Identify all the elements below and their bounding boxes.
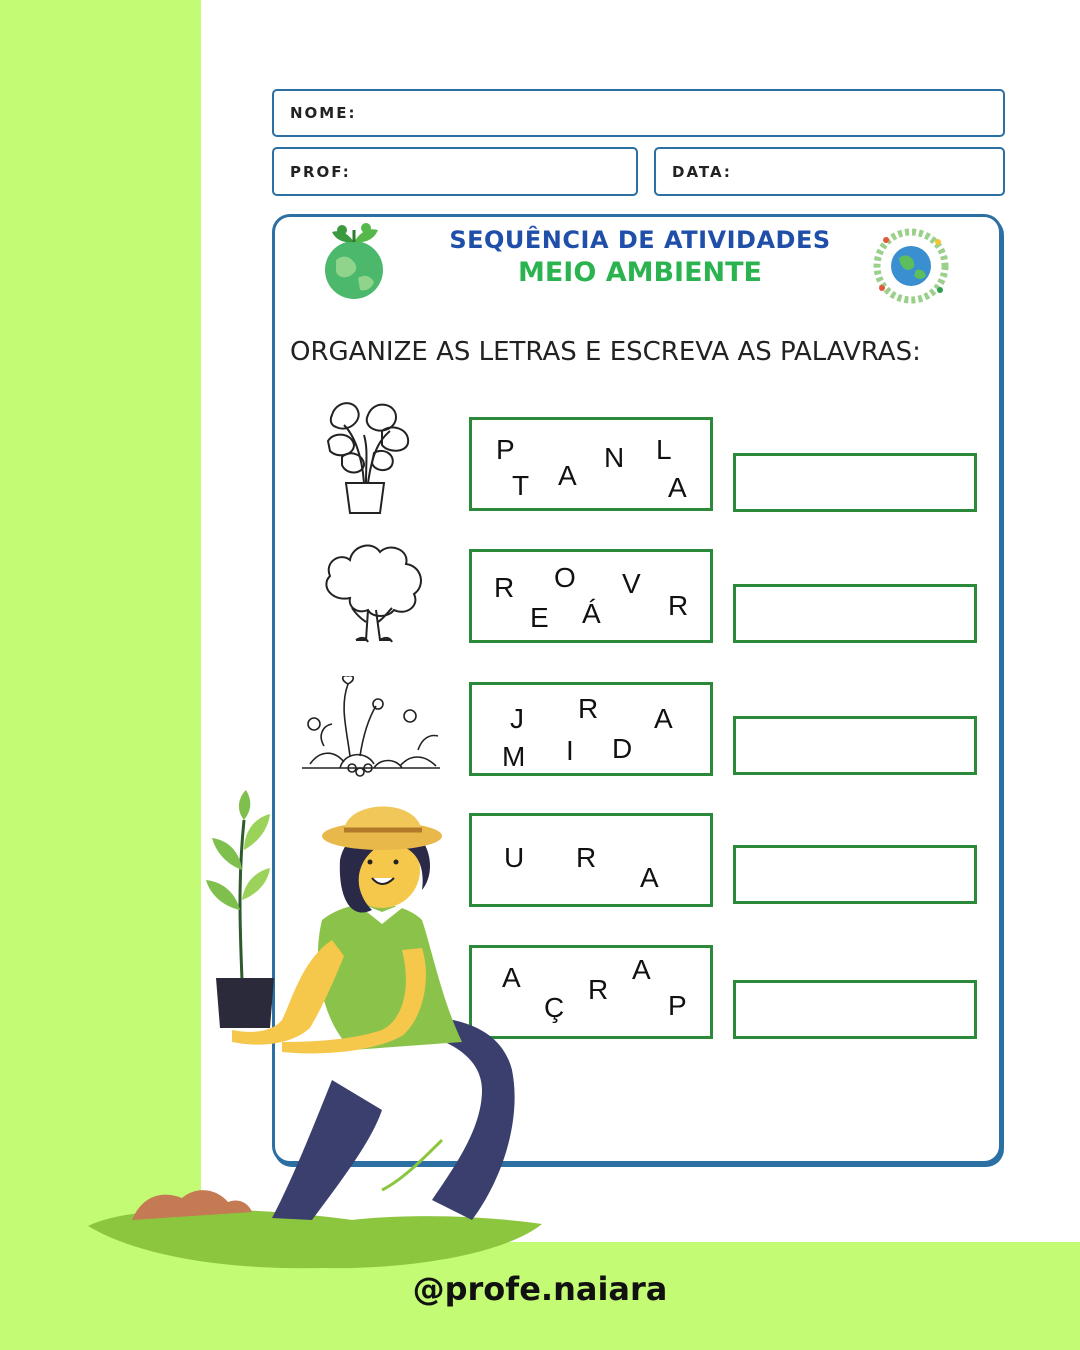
letter: P [496, 434, 515, 465]
author-handle: @profe.naiara [412, 1270, 668, 1308]
letter: A [632, 954, 651, 985]
letter: N [604, 442, 625, 473]
potted-plant-icon [324, 395, 416, 517]
letter: E [530, 602, 549, 633]
letter: V [622, 568, 641, 599]
answer-box-5[interactable] [733, 980, 977, 1039]
earth-nature-icon [866, 228, 956, 304]
letter: R [494, 572, 515, 603]
name-label: NOME: [290, 104, 357, 122]
earth-plant-icon [318, 220, 390, 302]
date-label: DATA: [672, 162, 732, 181]
answer-box-3[interactable] [733, 716, 977, 775]
letter: U [504, 842, 525, 873]
answer-box-4[interactable] [733, 845, 977, 904]
tree-icon [320, 538, 430, 650]
gardener-girl-illustration [82, 780, 552, 1280]
letter: A [640, 862, 659, 893]
letter: O [554, 562, 576, 593]
title-sequence: SEQUÊNCIA DE ATIVIDADES [449, 226, 831, 254]
teacher-label: PROF: [290, 162, 351, 181]
date-field[interactable] [654, 147, 1005, 196]
title-environment: MEIO AMBIENTE [517, 257, 762, 288]
letter: P [668, 990, 687, 1021]
letter: A [668, 472, 687, 503]
letter: M [502, 741, 526, 772]
letter: Á [582, 598, 601, 629]
garden-icon [300, 676, 442, 782]
instruction-text: ORGANIZE AS LETRAS E ESCREVA AS PALAVRAS: [290, 337, 921, 367]
letter: D [612, 733, 633, 764]
letter: L [656, 434, 672, 465]
letter: R [668, 590, 689, 621]
letter: A [558, 460, 577, 491]
letter: A [502, 962, 521, 993]
scrambled-letters-box-3 [469, 682, 713, 776]
letter: R [578, 693, 599, 724]
letter: J [510, 703, 524, 734]
letter: R [576, 842, 597, 873]
letter: T [512, 470, 530, 501]
answer-box-2[interactable] [733, 584, 977, 643]
answer-box-1[interactable] [733, 453, 977, 512]
name-field[interactable] [272, 89, 1005, 137]
teacher-field[interactable] [272, 147, 638, 196]
scrambled-letters-box-1 [469, 417, 713, 511]
letter: Ç [544, 992, 565, 1023]
letter: A [654, 703, 673, 734]
scrambled-letters-box-2 [469, 549, 713, 643]
letter: I [566, 735, 574, 766]
letter: R [588, 974, 609, 1005]
